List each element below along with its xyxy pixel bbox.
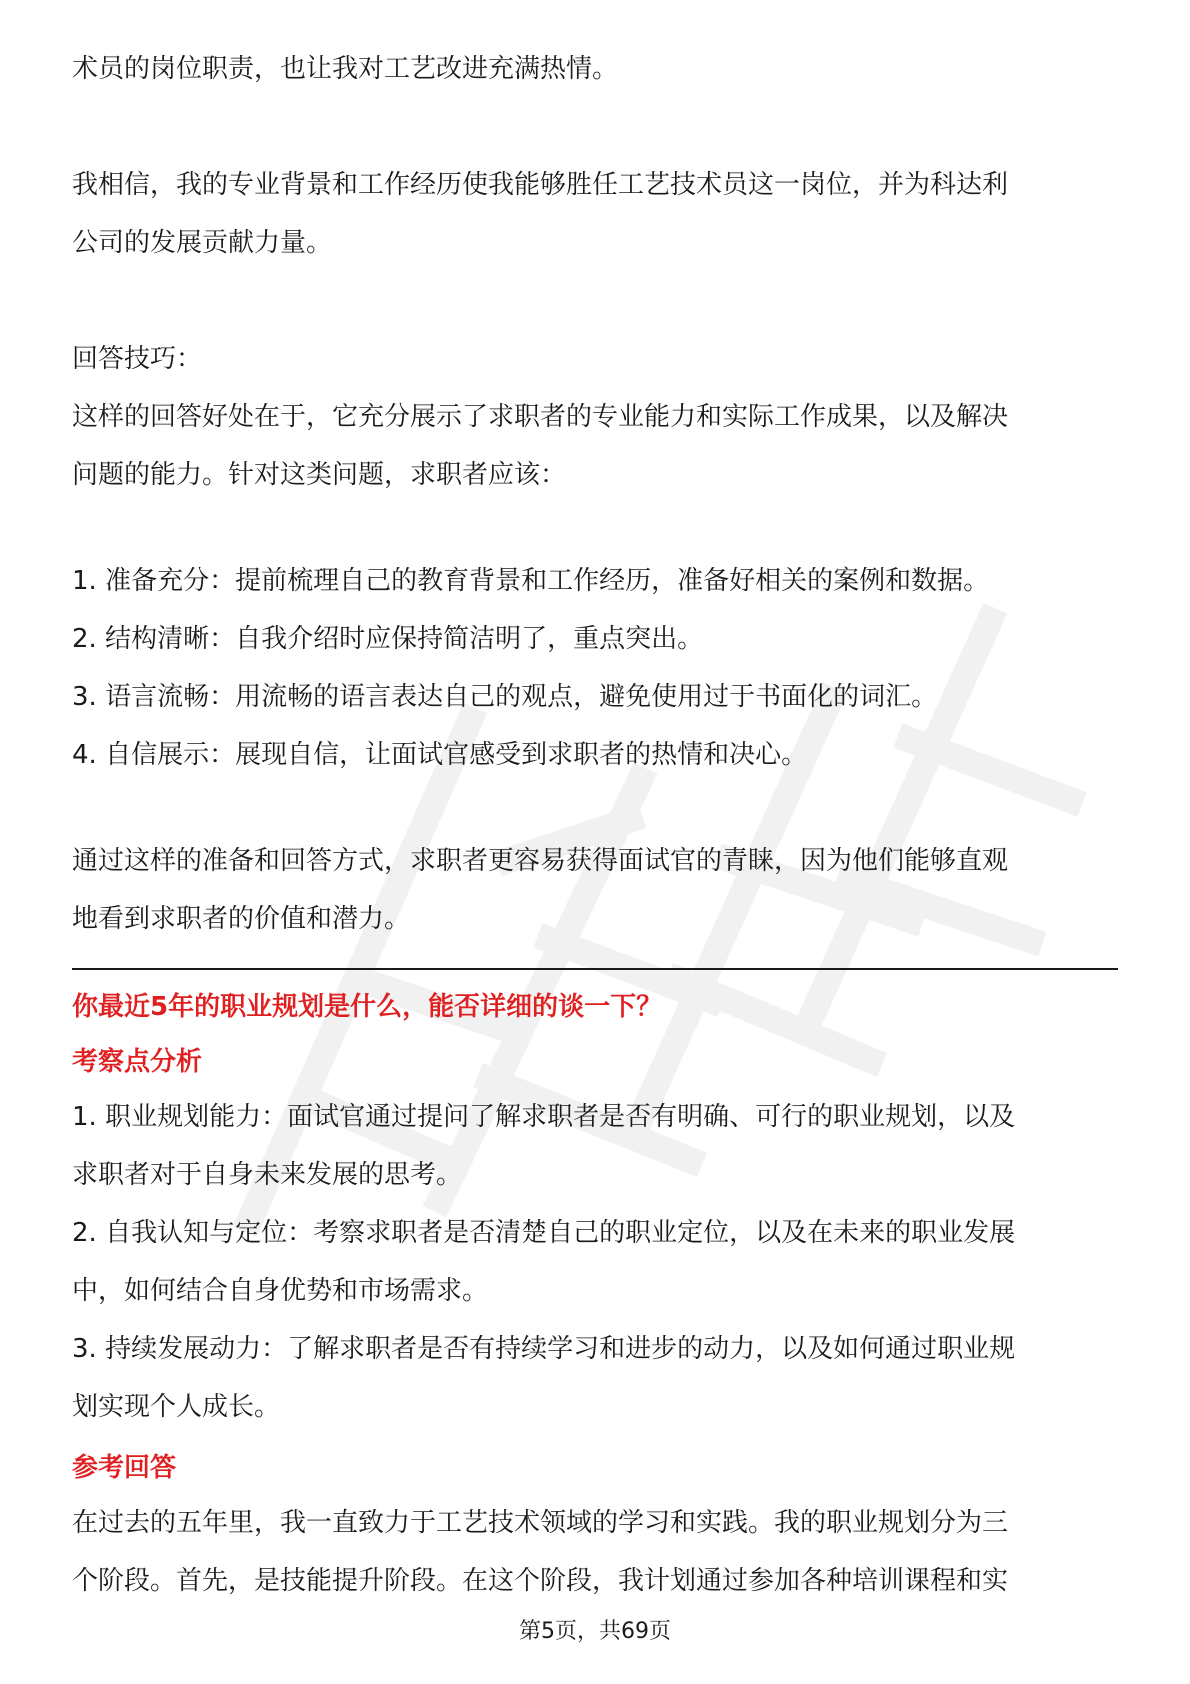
analysis-item-3-line-1: 3. 持续发展动力：了解求职者是否有持续学习和进步的动力，以及如何通过职业规 xyxy=(72,1334,1016,1364)
tips-line-2: 问题的能力。针对这类问题，求职者应该： xyxy=(72,460,567,490)
analysis-item-2-line-2: 中，如何结合自身优势和市场需求。 xyxy=(72,1276,489,1306)
document-page xyxy=(72,40,1118,1610)
tips-line-1: 这样的回答好处在于，它充分展示了求职者的专业能力和实际工作成果，以及解决 xyxy=(72,402,1009,432)
analysis-item-1-line-2: 求职者对于自身未来发展的思考。 xyxy=(72,1160,463,1190)
analysis-item-1-line-1: 1. 职业规划能力：面试官通过提问了解求职者是否有明确、可行的职业规划，以及 xyxy=(72,1102,1016,1132)
tips-summary-line-1: 通过这样的准备和回答方式，求职者更容易获得面试官的青睐，因为他们能够直观 xyxy=(72,846,1009,876)
answer-line-2: 个阶段。首先，是技能提升阶段。在这个阶段，我计划通过参加各种培训课程和实 xyxy=(72,1566,1009,1596)
tip-item-1: 1. 准备充分：提前梳理自己的教育背景和工作经历，准备好相关的案例和数据。 xyxy=(72,566,990,596)
tip-item-2: 2. 结构清晰：自我介绍时应保持简洁明了，重点突出。 xyxy=(72,624,704,654)
section-divider xyxy=(72,968,1118,970)
page-number: 第5页，共69页 xyxy=(519,1619,671,1644)
tip-item-3: 3. 语言流畅：用流畅的语言表达自己的观点，避免使用过于书面化的词汇。 xyxy=(72,682,938,712)
analysis-item-2-line-1: 2. 自我认知与定位：考察求职者是否清楚自己的职业定位，以及在未来的职业发展 xyxy=(72,1218,1016,1248)
tip-item-4: 4. 自信展示：展现自信，让面试官感受到求职者的热情和决心。 xyxy=(72,740,808,770)
answer-heading: 参考回答 xyxy=(72,1453,177,1483)
analysis-heading: 考察点分析 xyxy=(72,1047,203,1077)
tips-heading: 回答技巧： xyxy=(72,344,203,374)
question-title: 你最近5年的职业规划是什么，能否详细的谈一下？ xyxy=(72,992,663,1022)
analysis-item-3-line-2: 划实现个人成长。 xyxy=(72,1392,281,1422)
intro-paragraph-2-line-1: 我相信，我的专业背景和工作经历使我能够胜任工艺技术员这一岗位，并为科达利 xyxy=(72,170,1009,200)
intro-paragraph-2-line-2: 公司的发展贡献力量。 xyxy=(72,228,333,258)
intro-paragraph-1: 术员的岗位职责，也让我对工艺改进充满热情。 xyxy=(72,54,619,84)
tips-summary-line-2: 地看到求职者的价值和潜力。 xyxy=(72,904,411,934)
answer-line-1: 在过去的五年里，我一直致力于工艺技术领域的学习和实践。我的职业规划分为三 xyxy=(72,1508,1009,1538)
